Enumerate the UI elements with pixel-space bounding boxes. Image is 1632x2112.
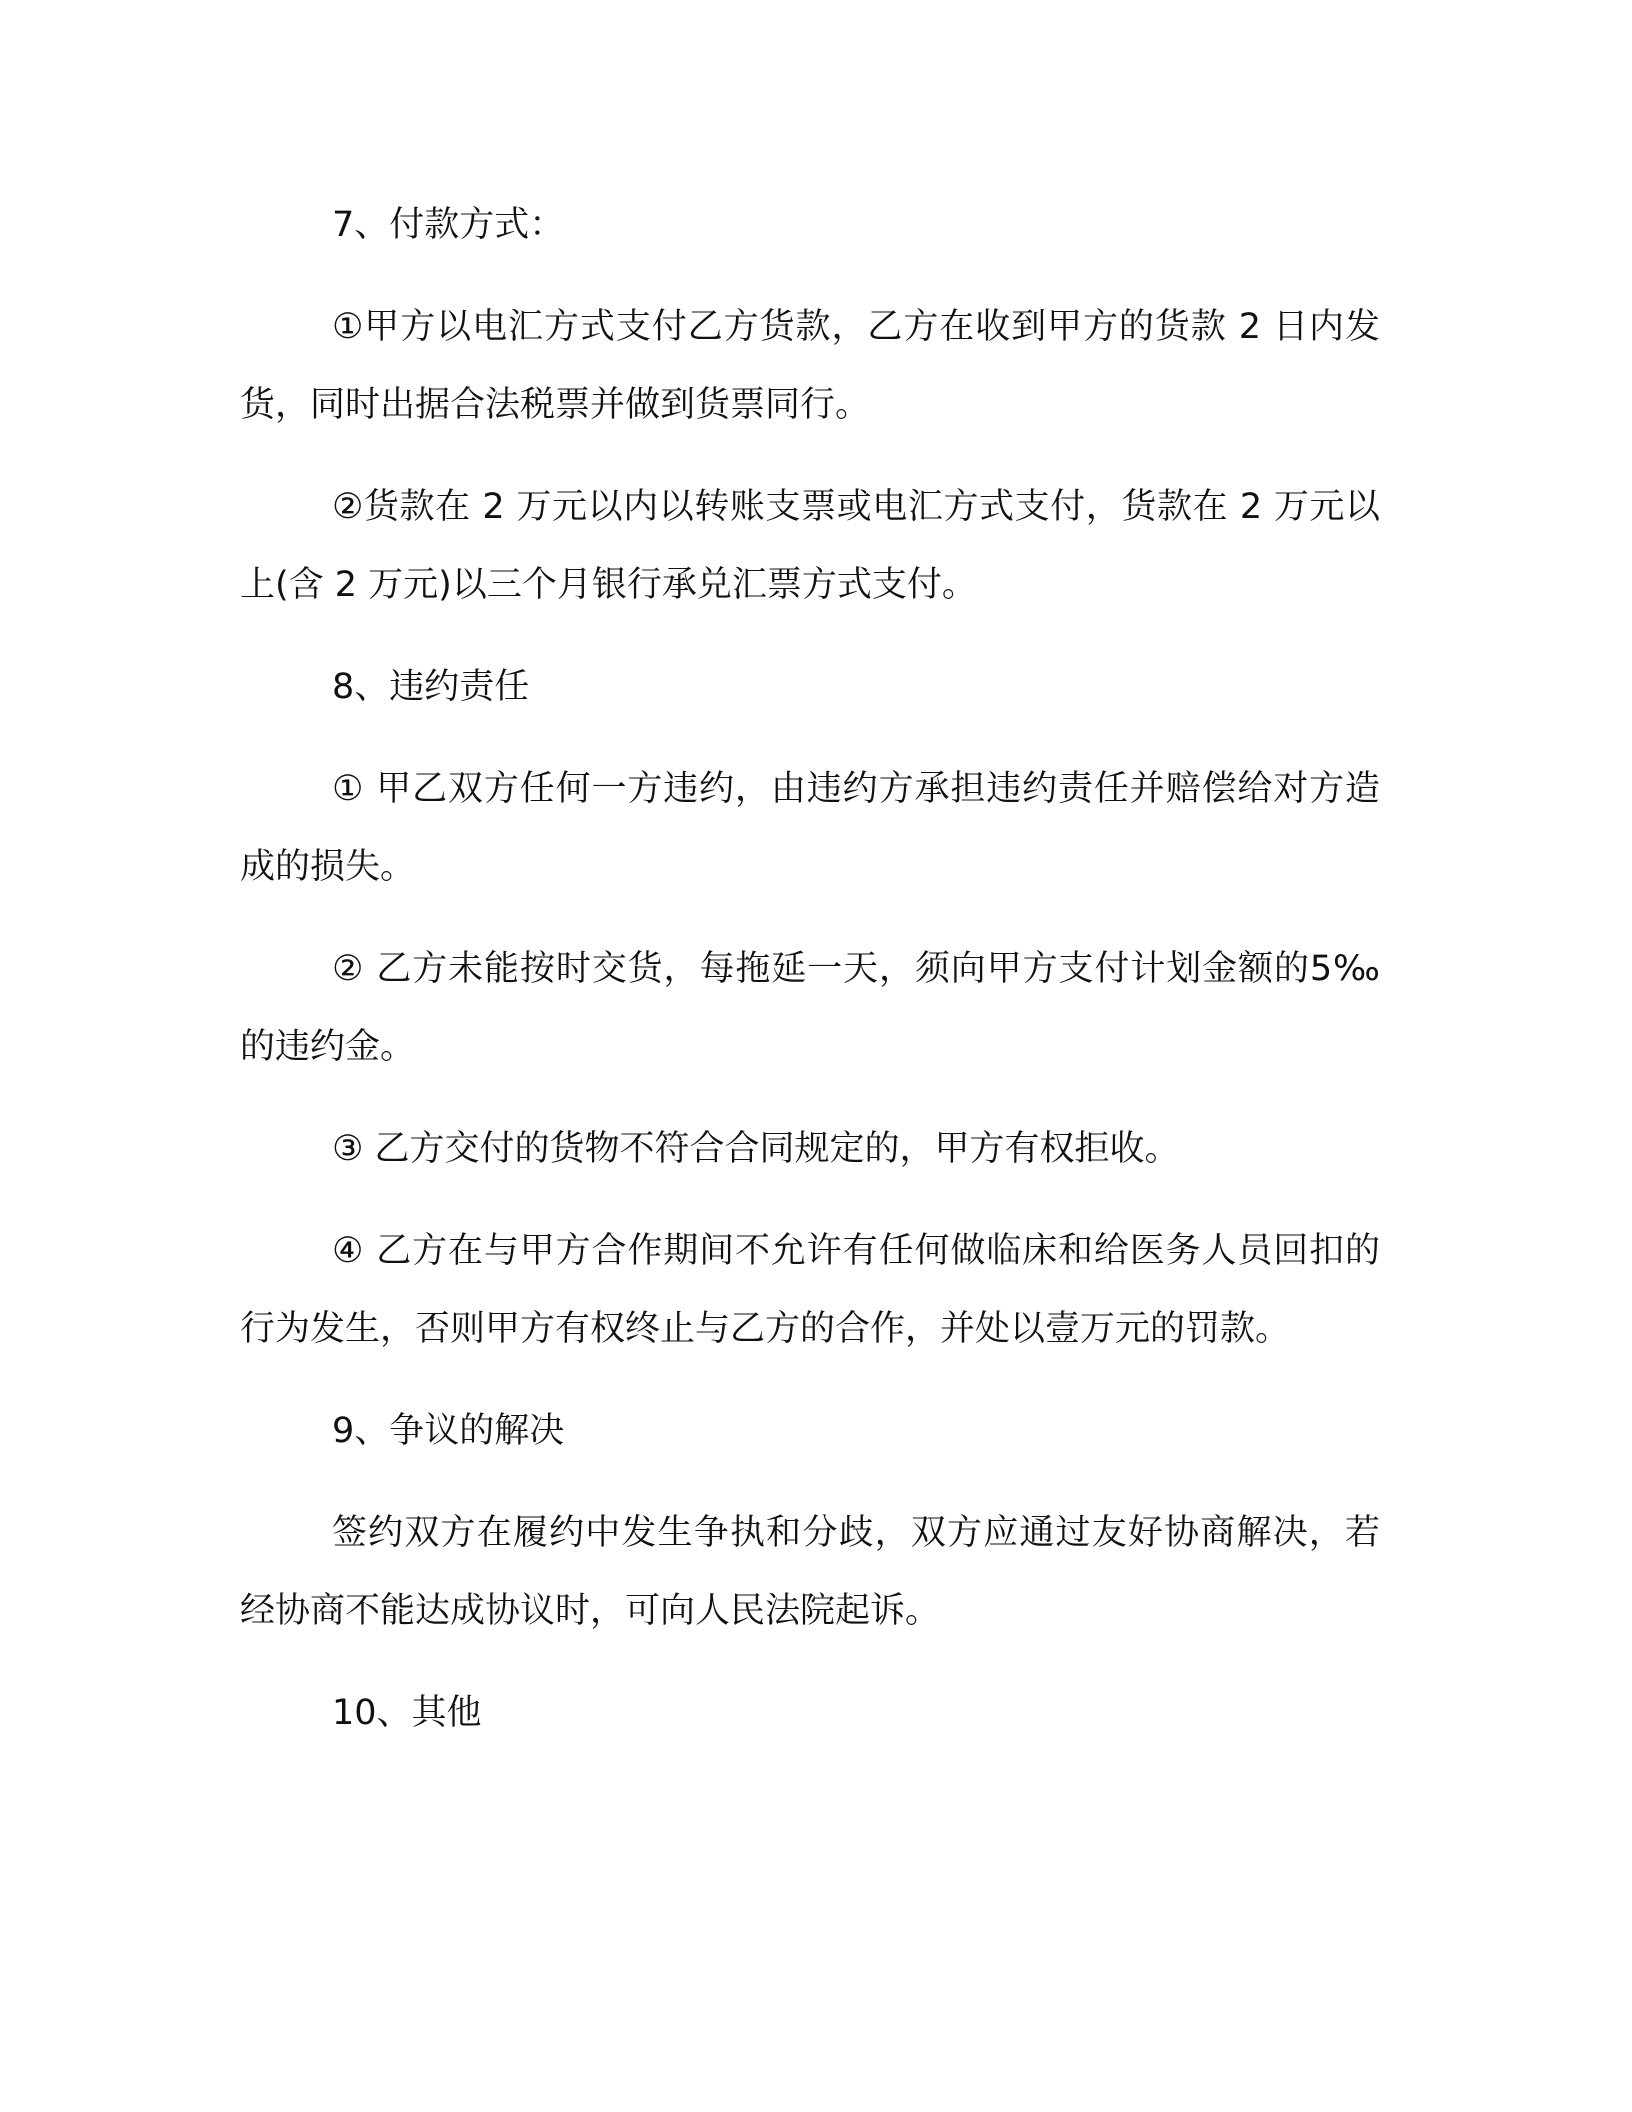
paragraph-payment-2: ②货款在 2 万元以内以转账支票或电汇方式支付，货款在 2 万元以上(含 2 万元)以三个月银行承兑汇票方式支付。 [240,487,1380,605]
heading-other: 10、其他 [332,1693,482,1733]
paragraph-breach-1: ① 甲乙双方任何一方违约，由违约方承担违约责任并赔偿给对方造成的损失。 [240,769,1380,887]
paragraph-breach-4: ④ 乙方在与甲方合作期间不允许有任何做临床和给医务人员回扣的行为发生，否则甲方有权终止与乙方的合作，并处以壹万元的罚款。 [240,1231,1380,1349]
heading-payment-method: 7、付款方式： [332,205,565,245]
paragraph-dispute: 签约双方在履约中发生争执和分歧，双方应通过友好协商解决，若经协商不能达成协议时，可向人民法院起诉。 [240,1513,1380,1631]
document-body [240,186,1380,1776]
paragraph-payment-1: ①甲方以电汇方式支付乙方货款，乙方在收到甲方的货款 2 日内发货，同时出据合法税票并做到货票同行。 [240,307,1380,425]
paragraph-breach-3: ③ 乙方交付的货物不符合合同规定的，甲方有权拒收。 [332,1129,1180,1169]
heading-breach-liability: 8、违约责任 [332,667,530,707]
paragraph-breach-2: ② 乙方未能按时交货，每拖延一天，须向甲方支付计划金额的5‰的违约金。 [240,949,1380,1067]
heading-dispute-resolution: 9、争议的解决 [332,1411,565,1451]
